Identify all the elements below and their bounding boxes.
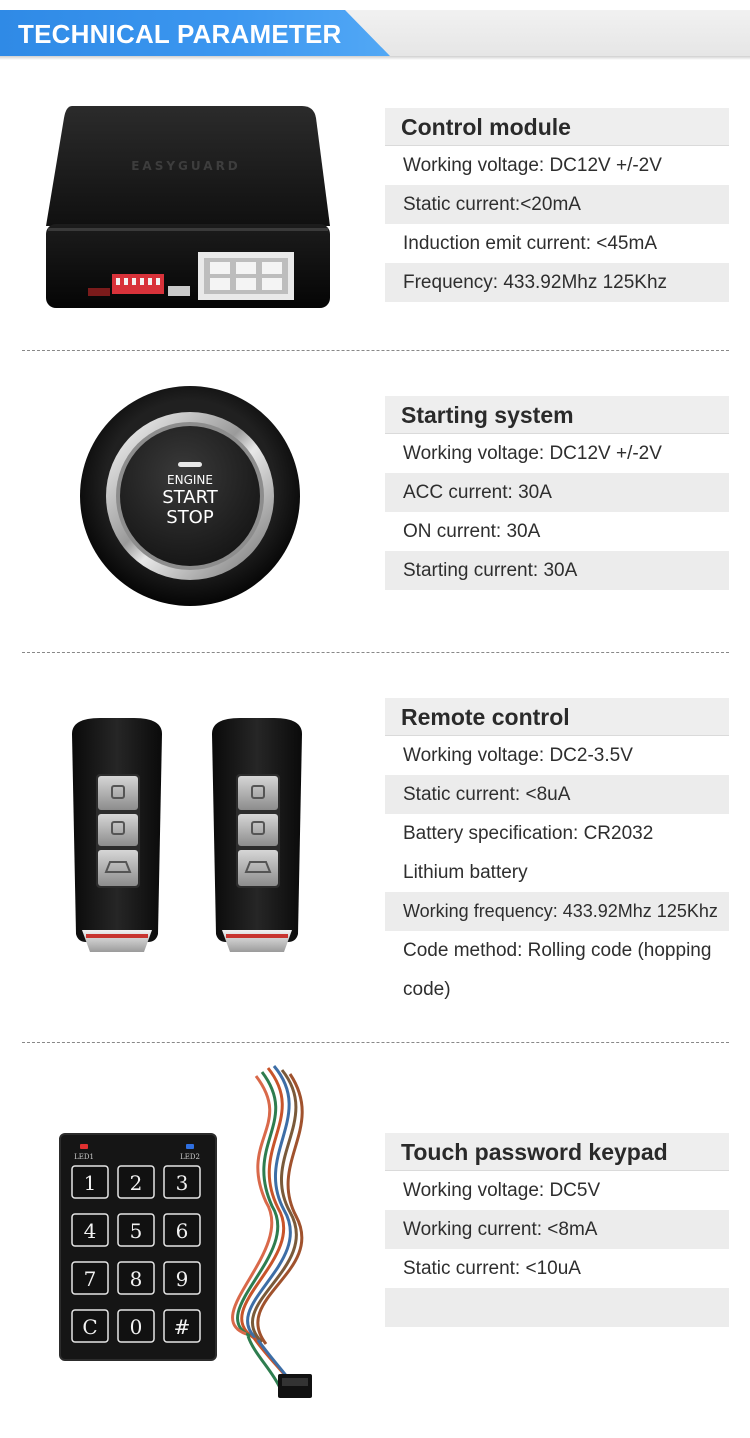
button-text-stop: STOP bbox=[166, 507, 214, 528]
keypad-key-label: 9 bbox=[175, 1267, 189, 1291]
spec-row: ACC current: 30A bbox=[385, 473, 729, 512]
spec-heading: Starting system bbox=[385, 396, 729, 434]
spec-table-remote-control bbox=[385, 698, 729, 1009]
keypad-key-label: 0 bbox=[129, 1315, 143, 1339]
spec-row: Code method: Rolling code (hopping code) bbox=[403, 940, 712, 1000]
keypad-key-label: 6 bbox=[175, 1219, 189, 1243]
page-title: TECHNICAL PARAMETER bbox=[18, 19, 342, 49]
section-divider bbox=[22, 1042, 729, 1043]
remote-fob-2 bbox=[212, 718, 302, 952]
keypad-key-label: 5 bbox=[129, 1219, 143, 1243]
keypad-key-label: 2 bbox=[129, 1171, 143, 1195]
keypad-key-label: 7 bbox=[83, 1267, 97, 1291]
spec-row bbox=[385, 1288, 729, 1327]
spec-row: Working voltage: DC12V +/-2V bbox=[403, 155, 662, 176]
led2-label: LED2 bbox=[180, 1153, 200, 1161]
spec-heading: Remote control bbox=[385, 698, 729, 736]
spec-row: Static current:<20mA bbox=[385, 185, 729, 224]
keypad-key-label: # bbox=[173, 1315, 191, 1339]
spec-row: Static current: <8uA bbox=[385, 775, 729, 814]
keypad-key-label: 4 bbox=[83, 1219, 97, 1243]
keypad-image bbox=[58, 1058, 318, 1410]
spec-row: Working voltage: DC2-3.5V bbox=[403, 745, 633, 766]
spec-row: Working frequency: 433.92Mhz 125Khz bbox=[385, 892, 729, 931]
section-divider bbox=[22, 350, 729, 351]
spec-row: Starting current: 30A bbox=[385, 551, 729, 590]
engine-start-button-image bbox=[78, 384, 302, 608]
button-text-engine: ENGINE bbox=[167, 473, 213, 487]
led1-label: LED1 bbox=[74, 1153, 94, 1161]
spec-row: Static current: <10uA bbox=[403, 1258, 581, 1279]
keypad-key-label: 3 bbox=[175, 1171, 189, 1195]
spec-heading: Control module bbox=[385, 108, 729, 146]
module-brand-text: EASYGUARD bbox=[131, 159, 241, 173]
spec-row: ON current: 30A bbox=[403, 521, 541, 542]
spec-table-touch-keypad bbox=[385, 1133, 729, 1327]
spec-row: Battery specification: CR2032 Lithium battery bbox=[403, 823, 654, 883]
spec-heading: Touch password keypad bbox=[385, 1133, 729, 1171]
control-module-image bbox=[40, 100, 340, 315]
spec-row: Induction emit current: <45mA bbox=[403, 233, 657, 254]
spec-table-starting-system bbox=[385, 396, 729, 590]
spec-row: Frequency: 433.92Mhz 125Khz bbox=[385, 263, 729, 302]
section-header bbox=[0, 10, 750, 56]
keypad-key-label: C bbox=[82, 1315, 98, 1339]
keypad-key-label: 1 bbox=[83, 1171, 97, 1195]
keypad-key-label: 8 bbox=[129, 1267, 143, 1291]
remote-fobs-image bbox=[60, 712, 310, 960]
remote-fob-1 bbox=[72, 718, 162, 952]
header-shadow bbox=[0, 56, 750, 60]
section-divider bbox=[22, 652, 729, 653]
spec-row: Working current: <8mA bbox=[385, 1210, 729, 1249]
button-text-start: START bbox=[162, 487, 218, 508]
spec-row: Working voltage: DC5V bbox=[403, 1180, 601, 1201]
spec-row: Working voltage: DC12V +/-2V bbox=[403, 443, 662, 464]
spec-table-control-module bbox=[385, 108, 729, 302]
